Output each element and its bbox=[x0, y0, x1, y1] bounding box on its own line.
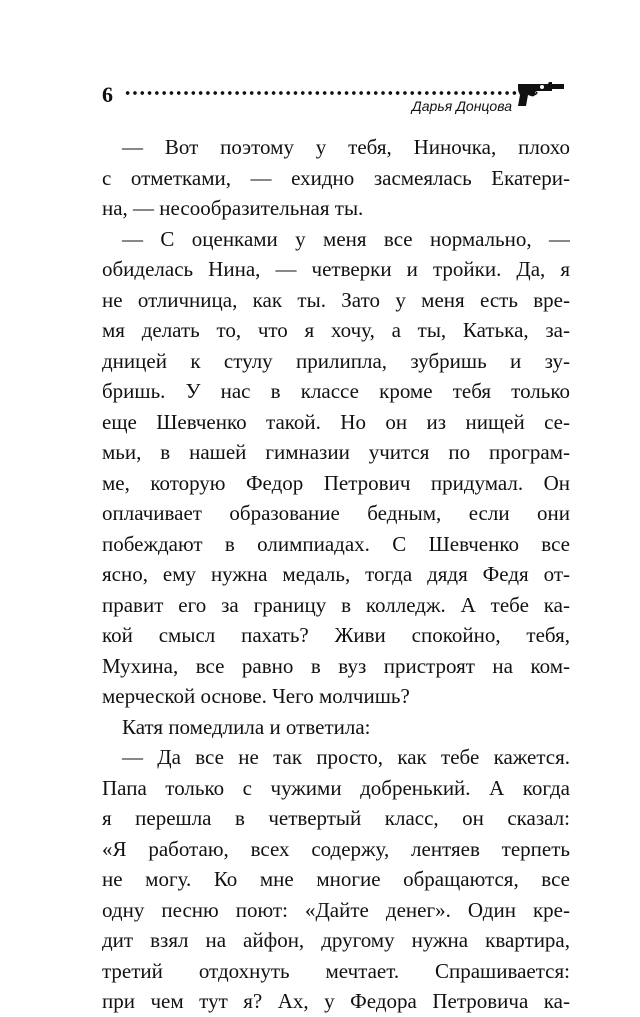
text-line: я перешла в четвертый класс, он сказал: bbox=[102, 806, 570, 831]
text-line: «Я работаю, всех содержу, лентяев терпеть bbox=[102, 836, 570, 861]
text-line: третий отдохнуть мечтает. Спрашивается: bbox=[102, 958, 570, 983]
text-line: одну песню поют: «Дайте денег». Один кре- bbox=[102, 897, 570, 922]
author-name: Дарья Донцова bbox=[411, 98, 512, 114]
text-line: обиделась Нина, — четверки и тройки. Да, я bbox=[102, 257, 570, 282]
text-line: ме, которую Федор Петрович придумал. Он bbox=[102, 470, 570, 495]
text-line: побеждают в олимпиадах. С Шевченко все bbox=[102, 531, 570, 556]
text-line: Папа только с чужими добренький. А когда bbox=[102, 775, 570, 800]
running-head bbox=[102, 78, 572, 118]
text-line: еще Шевченко такой. Но он из нищей се- bbox=[102, 409, 570, 434]
text-line: с отметками, — ехидно засмеялась Екатери- bbox=[102, 165, 570, 190]
text-line: не отличница, как ты. Зато у меня есть вре- bbox=[102, 287, 570, 312]
text-line: бришь. У нас в классе кроме тебя только bbox=[102, 379, 570, 404]
text-line: дницей к стулу прилипла, зубришь и зу- bbox=[102, 348, 570, 373]
text-line: мя делать то, что я хочу, а ты, Катька, за- bbox=[102, 318, 570, 343]
text-line: правит его за границу в колледж. А тебе ка- bbox=[102, 592, 570, 617]
text-line: мьи, в нашей гимназии учится по програм- bbox=[102, 440, 570, 465]
text-line: при чем тут я? Ах, у Федора Петровича ка- bbox=[102, 989, 570, 1014]
body-text bbox=[102, 132, 570, 1017]
dot-leader bbox=[124, 90, 522, 96]
text-line: мерческой основе. Чего молчишь? bbox=[102, 684, 410, 709]
text-line: кой смысл пахать? Живи спокойно, тебя, bbox=[102, 623, 570, 648]
text-line: на, — несообразительная ты. bbox=[102, 196, 364, 221]
text-line: Катя помедлила и ответила: bbox=[122, 714, 371, 739]
revolver-icon bbox=[514, 80, 570, 110]
text-line: дит взял на айфон, другому нужна квартира, bbox=[102, 928, 570, 953]
text-line: — Да все не так просто, как тебе кажется. bbox=[122, 745, 570, 770]
text-line: оплачивает образование бедным, если они bbox=[102, 501, 570, 526]
page-number: 6 bbox=[102, 82, 113, 107]
text-line: — Вот поэтому у тебя, Ниночка, плохо bbox=[122, 135, 570, 159]
text-line: — С оценками у меня все нормально, — bbox=[122, 226, 570, 251]
text-line: не могу. Ко мне многие обращаются, все bbox=[102, 867, 570, 892]
text-line: ясно, ему нужна медаль, тогда дядя Федя от- bbox=[102, 562, 570, 587]
text-line: Мухина, все равно в вуз пристроят на ком- bbox=[102, 653, 570, 678]
